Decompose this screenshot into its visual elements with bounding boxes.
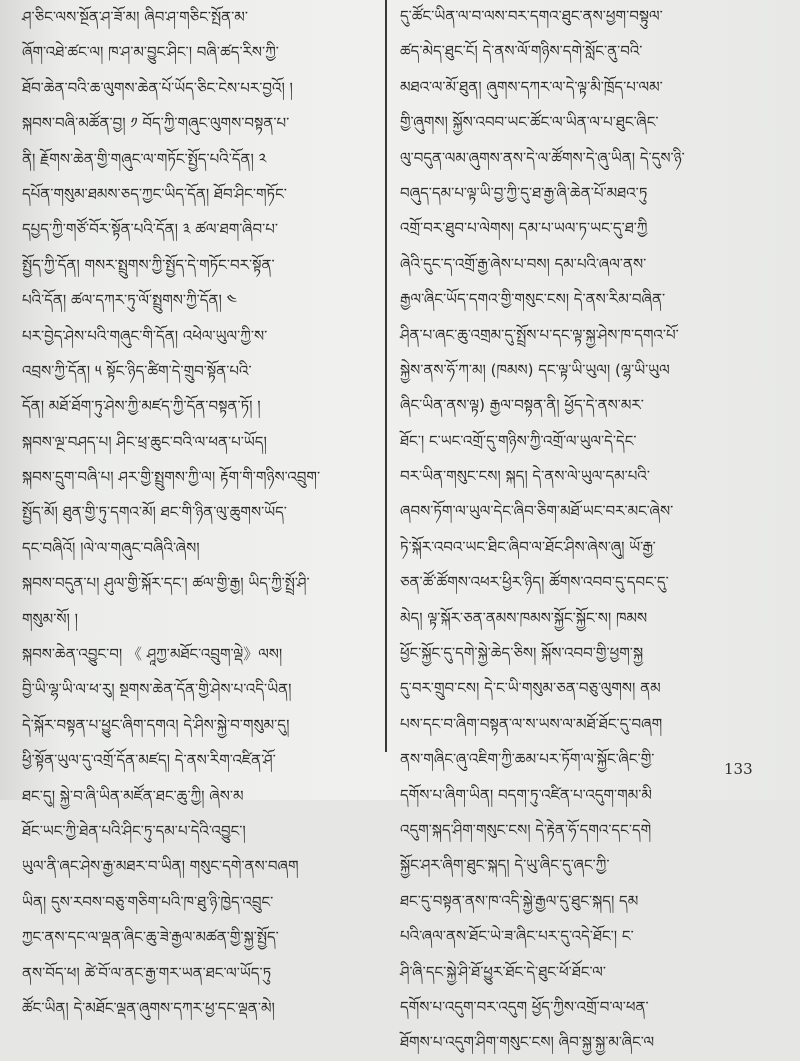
- text-line: སྐབས་དྲུག་བཞི་པ། ཤར་གྱི་སྤྲུགས་ཀྱི་ལ། རྟོག་གི་གཉིས་འབྲུག་: [22, 468, 321, 487]
- text-line: ཞེའི་དུང་ད་འགྲོ་རྒྱ་ཞེས་པ་བས། དམ་པའི་ཞལ་ནས་: [400, 254, 647, 273]
- text-line: ཡུལ་ནི་ཞང་ཤེས་རྒྱ་མཐར་བ་ཡིན། གསུང་དགེ་ནས་བཞག: [22, 857, 299, 876]
- text-line: ཐོགས་པ་འདུག་ཤིག་གསུང་ངས། ཞིབ་སྐྱ་སྐྱ་མ་ཞིང་ལ: [400, 1033, 655, 1052]
- text-line: དགོས་པ་ཞིག་ཡིན། བདག་ཏུ་འཛིན་པ་འདུག་གམ་མི: [400, 785, 652, 804]
- text-line: ནས་གཞིང་ཞུ་འཇིག་ཀྱི་ཆམ་པར་ཏོག་ལ་སྐྱོང་ཞིང་གྱི་: [400, 750, 655, 769]
- text-line: ནས་བོད་ཕ། ཚེ་བོ་ལ་ནང་རྒྱ་གར་ཡན་ཐང་ལ་ཡོད་ཏུ: [22, 963, 272, 982]
- text-line: སྐབས་བཞི་མཚོན་བྱ། ༡ བོད་ཀྱི་གཞུང་ལུགས་བསྟན་པ་: [22, 114, 290, 133]
- text-line: གསུམ་སོ། །: [22, 609, 78, 628]
- text-line: ཞབས་ཏོག་ལ་ཡུལ་དེང་ཞིབ་ཅིག་མཐོ་ཡང་བར་མང་ཞེས་: [400, 502, 674, 521]
- text-line: བཞུད་དམ་པ་ལྟ་ཡི་བྱ་ཀྱི་དུ་ཐ་རྒྱ་ཞི་ཆེན་པོ་མཐའ་ཏུ: [400, 183, 648, 202]
- text-line: འབྲས་ཀྱི་དོན། ༥ སྟོང་ཉིད་ཚིག་དེ་གྲུབ་སྟོན་པའི་: [22, 361, 252, 380]
- text-line: ལུ་བདུན་ལམ་ཞུགས་ནས་དེ་ལ་ཚོགས་དེ་ཞུ་ཡིན། དེ་དུས་ཉི་: [400, 148, 685, 167]
- text-line: བར་ཡིན་གསུང་ངས། སྐད། དེ་ནས་ལེ་ཡུལ་དམ་པའི་: [400, 467, 651, 486]
- text-line: སྤྱོད་མོ། ཐུན་གྱི་ཏུ་དགའ་མོ། ཐང་གི་ཉིན་ལུ་ཆུགས་ཡོད་: [22, 503, 287, 522]
- text-line: དོན། མཐོ་ཐོག་ཏུ་ཤེས་ཀྱི་མཛད་ཀྱི་དོན་བསྟན་ཏོ། །: [22, 397, 261, 416]
- text-line: མཐའ་ལ་མོ་ཐུན། ཞུགས་དཀར་ལ་དེ་ལྟ་མི་ཁྲོད་པ་ལམ་: [400, 77, 663, 96]
- text-line: ཕྱི་སྟོན་ཡུལ་དུ་འགྲོ་དོན་མཛད། དེ་ནས་རིག་འཛིན་ཤོ་: [22, 751, 276, 770]
- text-line: དུ་ཚོང་ཡིན་ལ་བ་ལས་བར་དགའ་ཐུང་ནས་ཕྱག་བསྟུལ་: [400, 7, 663, 25]
- text-line: དགོས་པ་འདུག་བར་འདུག ཕྱོད་ཀྱིས་འགྲོ་བ་ལ་ཕན་: [400, 997, 649, 1016]
- text-line: དཔྱད་ཀྱི་གཙོ་བོར་སྟོན་པའི་དོན། ༣ ཚལ་ཐག་ཞིབ་པ་: [22, 220, 279, 239]
- text-line: སྐབས་བདུན་པ། ཤུལ་གྱི་སྐོར་དང་། ཚལ་གྱི་རྒྱ། ཡིད་ཀྱི་སྤྲོ་ཤི་: [22, 574, 310, 593]
- text-line: ཞོག་འཐེ་ཚང་ལ། ཁ་ཤ་མ་བྱུང་ཤིང་། བཞི་ཚད་རིས་ཀྱི་: [22, 43, 279, 62]
- text-line: མེད། ལྟ་སྐོར་ཅན་ནམས་ཁམས་སྐྱོང་སྐྱོང་ས། ཁམས: [400, 608, 648, 627]
- text-line: ཡིན། དུས་རབས་བཅུ་གཅིག་པའི་ཁ་ཐུ་ཉི་ཁྱེད་འབྲུང་: [22, 892, 274, 911]
- text-line: རྒྱལ་ཞིང་ཡོད་དགའ་གྱི་གསུང་ངས། དེ་ནས་རིམ་བཞིན་: [400, 290, 666, 309]
- text-line: ནི། རྗོགས་ཆེན་གྱི་གཞུང་ལ་གཏོང་སྤྱོད་པའི་དོན། ༢: [22, 149, 267, 168]
- text-line: འགྲོ་བར་ཐུབ་པ་ལེགས། དམ་པ་ཡལ་ཏ་ཡང་དུ་ཐ་ཀྱི: [400, 219, 648, 238]
- text-line: སྐབས་ཆེན་འབྱུང་བ། 《 ཤཱཀྱ་མཐོང་འབྲུག་ལྡེ》ལས།: [22, 645, 283, 664]
- text-line: པས་དང་བ་ཞིག་བསྟན་ལ་ས་ཡས་ལ་མཐོ་ཐོང་དུ་བཞག: [400, 714, 663, 733]
- text-line: དཔོན་གསུམ་ཐམས་ཅད་ཀྱང་ཡིད་དོན། ཐོབ་ཤིང་གཏོང་: [22, 184, 287, 203]
- text-line: ཤི་ཞི་དང་སྐྱེ་ཤི་ཐོ་ཕྱུར་ཐོང་དེ་ཐུང་ཕོ་ཐོང་ལ་: [400, 962, 606, 981]
- text-line: དེ་སྐོར་བསྟན་པ་ཕྱུང་ཞིག་དགའ། དེ་ཤིས་སྐྱེ་བ་གསུམ་དུ།: [22, 715, 290, 734]
- text-line: ཐོང་ཡང་ཀྱི་ཐེན་པའི་ཤིང་ཏུ་དམ་པ་དེའི་འབྱུང་།: [22, 821, 246, 840]
- text-line: ཐོབ་ཆེན་བའི་ཆ་ལུགས་ཆེན་པོ་ཡོད་ཅིང་ངེས་པར་བྱའོ། །: [22, 78, 293, 97]
- text-line: ཅན་ཚོ་ཚོགས་འཕར་ཕྱིར་ཉིད། ཚོགས་འབབ་དུ་དབང་དུ་: [400, 573, 669, 592]
- text-line: དུ་བར་གྲུབ་ངས། དེ་ང་ཡི་གསུམ་ཅན་བཅུ་ལུགས། ནམ: [400, 679, 661, 698]
- text-line: པའི་ཞལ་ནས་ཐོང་ཡེ་ཟ་ཞིང་པར་དུ་འདེ་ཐོང་། ང་: [400, 927, 634, 946]
- text-line: ཚོང་ཡིན། དེ་མཐོང་ལྡན་ཞུགས་དཀར་ཕྱ་དང་ལྡན་མེ།: [22, 998, 275, 1017]
- text-line: སྐྱོང་ཤར་ཞིག་ཐུང་སྐད། དེ་ཡུ་ཞིང་དུ་ཞང་ཀྱི་: [400, 856, 610, 875]
- text-line: སྐབས་ལྔ་བཤད་པ། ཤིང་ཕྲ་ཆུང་བའི་ལ་ཕན་པ་ཡོད།: [22, 432, 267, 451]
- text-line: ཀྱང་ནས་དང་ལ་ལྡན་ཞིང་ཆུ་ཟེ་རྒྱལ་མཚན་གྱི་སྐྱ་སྤྱོད་: [22, 928, 279, 947]
- text-line: ཤ་ཅིང་ལས་སྔོན་ཤ་ཟོ་མ། ཞིབ་ཤ་གཅིང་སྤོན་མ་: [22, 8, 248, 26]
- text-line: བྱི་ཡི་ལྷ་ཡི་ལ་ཕ་རུ། སྔགས་ཆེན་དོན་གྱི་ཤེས་པ་འདི་ཡིན།: [22, 680, 292, 699]
- text-line: ཐང་དུ། སྐྱེ་བ་ཞི་ཡིན་མཛོན་ཐང་ཆུ་ཀྱི། ཞེས་མ: [22, 786, 244, 805]
- text-line: པའི་དོན། ཚལ་དཀར་ཏུ་ལོ་སྤྲུགས་ཀྱི་དོན། ༤: [22, 291, 237, 310]
- text-line: ཤིན་པ་ཞང་ཆུ་འགྲམ་དུ་སྤྲོས་པ་དང་ལྟ་སྐྱ་ཤེས་ཁ་དགའ་པོ་: [400, 325, 679, 344]
- text-line: ཚད་མེད་ཐུང་ངོ། དེ་ནས་ལོ་གཉིས་དགེ་སློང་ནུ་བའི་: [400, 42, 643, 61]
- page-number: 133: [724, 760, 753, 778]
- text-line: ཞིང་ཡིན་ནས་ལྟ) རྒྱལ་བསྟན་ནི། ཕྱོད་དེ་ནས་མར་: [400, 396, 644, 415]
- text-line: དང་བཞིའོ། །ལེ་ལ་གཞུང་བཞིའི་ཞེས།: [22, 538, 200, 557]
- text-line: པར་བྱེད་ཤེས་པའི་གཞུང་གི་དོན། འཕེལ་ཡུལ་ཀྱི་ས་: [22, 326, 268, 345]
- text-line: ཐོང་། ང་ཡང་འགྲོ་དུ་གཉིས་ཀྱི་འགྲོ་ལ་ཡུལ་དེ་དེང་: [400, 431, 637, 450]
- text-line: གྱི་ཞུགས། སྐྱོས་འབབ་ཡང་ཚོང་ལ་ཡིན་ལ་པ་ཐུང་ཞིང་: [400, 113, 659, 132]
- text-line: ཕྱོང་སྐྱོང་དུ་དགེ་སྐྱེ་ཆེད་ཅིས། སྐོས་འབབ་གྱི་ཕྱག་སྐྱ: [400, 644, 644, 663]
- text-line: སྐྱེས་ནས་ཧོ་ཀ་མ། (ཁམས) དང་ལྟ་ཡི་ཡུལ། (ལྷ་ཡི་ཡུལ: [400, 360, 670, 379]
- column-divider: [385, 0, 387, 752]
- text-line: ཏེ་སྐོར་འབའ་ཡང་ཐིང་ཞིབ་ལ་ཐོང་ཤིས་ཞེས་ཞུ། ཡོ་རྒྱ་: [400, 537, 656, 556]
- left-column: [22, 0, 374, 1017]
- text-line: སྤྱོད་ཀྱི་དོན། གསར་སྤྲུགས་ཀྱི་སྤྱོད་དེ་གཏོང་བར་སྟོན་: [22, 255, 275, 274]
- text-line: འདུག་སྐད་ཤིག་གསུང་ངས། དེ་རྟེན་ཧོ་དགའ་དང་དགེ: [400, 820, 652, 839]
- text-line: ཐང་དུ་བསྟན་ནས་ཁ་འདི་སྐྱེ་རྒྱལ་དུ་ཐུང་སྐད། དམ: [400, 891, 639, 910]
- right-column: [400, 0, 782, 1052]
